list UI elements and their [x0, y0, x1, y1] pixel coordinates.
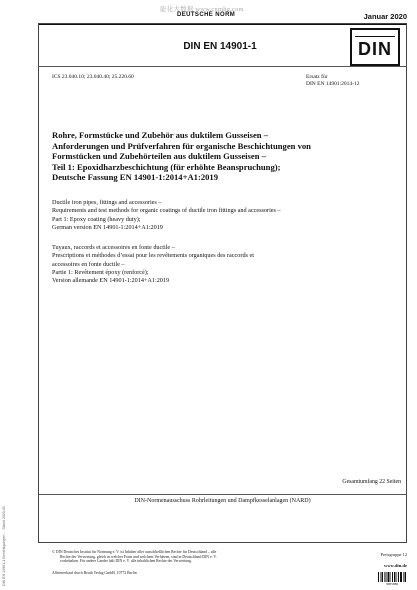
copyright-line: © DIN Deutsches Institut für Normung e. V. ist Inhaber aller ausschließlichen Rechte für Deutschland – alle — [52, 550, 217, 554]
copyright-line: Rechte der Verwertung, gleich in welcher Form und welchem Verfahren, sind in Deutschland DIN e. V. — [60, 554, 217, 559]
title-fr-line: Prescriptions et méthodes d’essai pour les revêtements organiques des raccords et — [52, 252, 254, 260]
series-label: DEUTSCHE NORM — [177, 12, 236, 18]
copyright-line: vorbehalten. Für andere Länder hält DIN e. V. alle inhaltlichen Rechte der Verwertung. — [60, 559, 193, 564]
title-english — [52, 199, 397, 232]
issue-date: Januar 2020 — [363, 12, 407, 21]
title-en-line: Ductile iron pipes, fittings and accessories – — [52, 199, 162, 206]
title-en-line: Requirements and test methods for organic coatings of ductile iron fittings and accessories – — [52, 207, 281, 215]
ics-codes: ICS 23.040.10; 23.040.40; 25.220.60 — [52, 74, 134, 80]
divider-bottom — [38, 494, 407, 495]
total-pages: Gesamtumfang 22 Seiten — [342, 479, 401, 485]
title-de-line: Teil 1: Epoxidharzbeschichtung (für erhöhte Beanspruchung); — [52, 161, 281, 172]
title-de-line: Anforderungen und Prüfverfahren für organische Beschichtungen von — [52, 140, 311, 151]
din-logo-icon — [350, 28, 400, 66]
title-french — [52, 244, 397, 285]
replaces-note — [306, 74, 406, 88]
title-de-line: Deutsche Fassung EN 14901-1:2014+A1:2019 — [52, 172, 219, 183]
watermark: 能化大数据 www.cnmhg.com — [160, 6, 244, 13]
title-fr-line: accessoires en fonte ductile – — [52, 260, 125, 268]
copyright-notice — [52, 550, 332, 564]
title-german — [52, 130, 397, 183]
replaces-label: Ersatz für — [306, 74, 328, 80]
replaces-value: DIN EN 14901:2014-12 — [306, 81, 360, 87]
side-note: DIN EN 14901-1 Berichtigungen ... Stand 2020-01 — [2, 506, 6, 586]
title-fr-line: Version allemande EN 14901-1:2014+A1:2019 — [52, 277, 170, 285]
barcode-icon — [378, 572, 406, 582]
publisher: Alleinverkauf durch Beuth Verlag GmbH, 10772 Berlin — [52, 571, 137, 575]
barcode-number: 3085886 — [385, 582, 399, 586]
divider-top — [38, 66, 407, 67]
title-en-line: German version EN 14901-1:2014+A1:2019 — [52, 223, 163, 231]
title-fr-line: Tuyaux, raccords et accessoires en fonte ductile – — [52, 244, 175, 251]
website-link[interactable]: www.din.de — [384, 563, 407, 568]
logo-text: DIN — [358, 39, 392, 59]
price-group: Preisgruppe 12 — [380, 552, 407, 557]
title-fr-line: Partie 1: Revêtement époxy (renforcé); — [52, 268, 149, 276]
committee: DIN-Normenausschuss Rohrleitungen und Dampfkesselanlagen (NARD) — [134, 498, 311, 504]
title-de-line: Rohre, Formstücke und Zubehör aus duktilem Gusseisen – — [52, 130, 268, 140]
title-en-line: Part 1: Epoxy coating (heavy duty); — [52, 215, 141, 223]
title-de-line: Formstücken und Zubehörteilen aus duktilem Gusseisen – — [52, 151, 266, 162]
standard-number: DIN EN 14901-1 — [183, 41, 257, 52]
logo-bar — [355, 36, 395, 37]
